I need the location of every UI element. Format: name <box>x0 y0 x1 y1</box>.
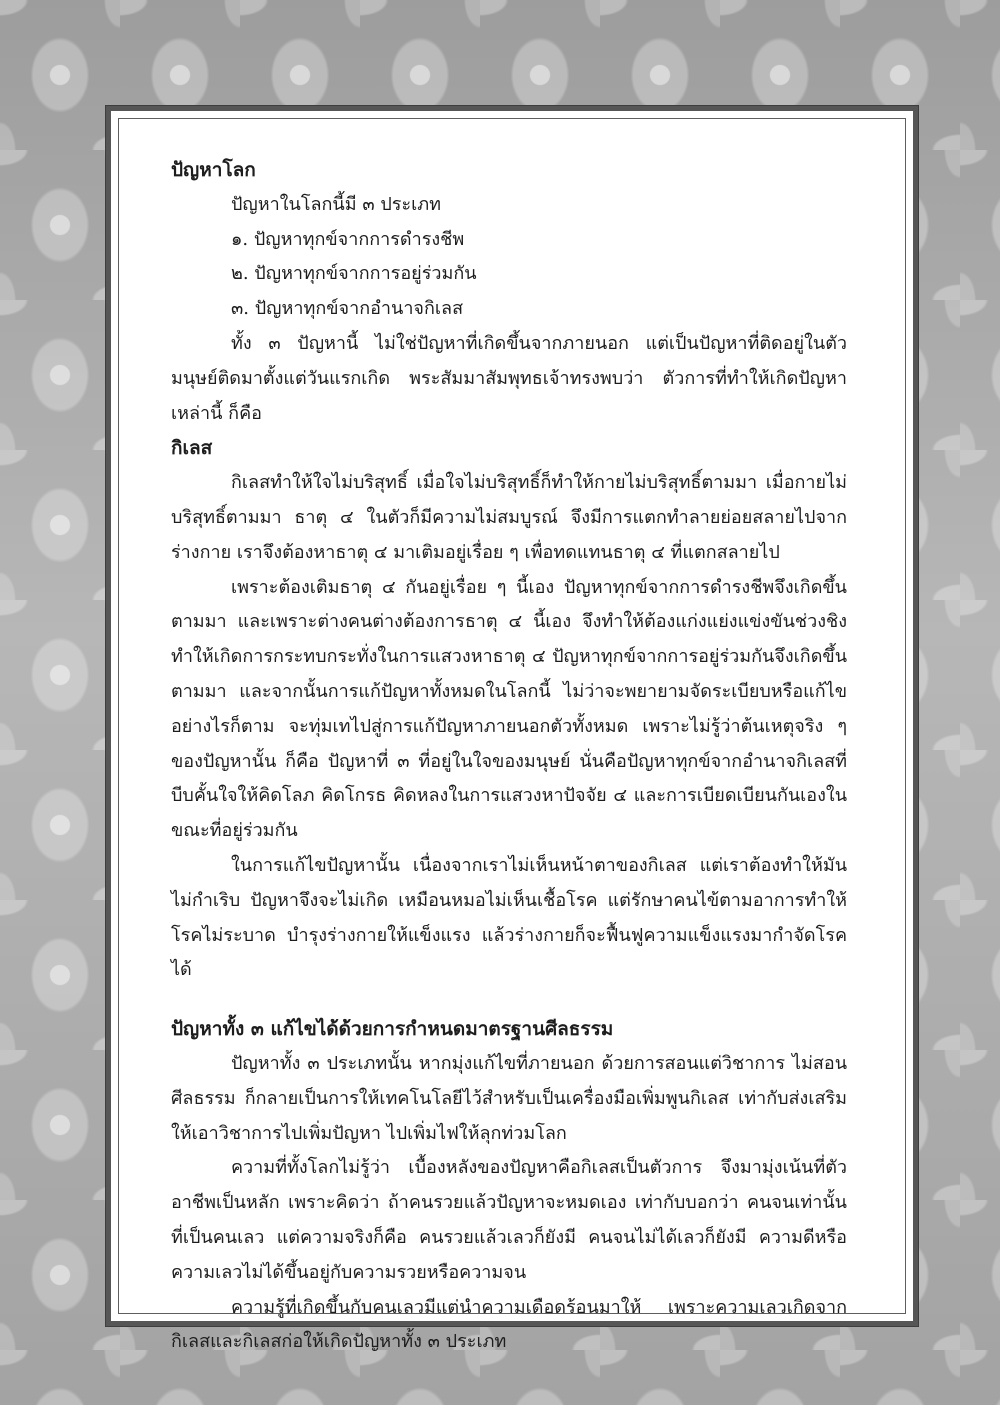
paragraph-5: ปัญหาทั้ง ๓ ประเภทนั้น หากมุ่งแก้ไขที่ภายนอก ด้วยการสอนแต่วิชาการ ไม่สอนศีลธรรม ก็กลายเป็นการให้เทคโนโลยีไว้สำหรับเป็นเครื่องมือเพิ่มพูนกิเลส เท่ากับส่งเสริมให้เอาวิชาการไปเพิ่มปัญหา ไปเพิ่มไฟให้ลุกท่วมโลก <box>171 1052 847 1144</box>
paragraph-3: เพราะต้องเติมธาตุ ๔ กันอยู่เรื่อย ๆ นี้เอง ปัญหาทุกข์จากการดำรงชีพจึงเกิดขึ้นตามมา และเพราะต่างคนต่างต้องการธาตุ ๔ นี้เอง จึงทำให้ต้องแก่งแย่งแข่งขันช่วงชิงทำให้เกิดการกระทบกระทั่งในการแสวงหาธาตุ ๔ ปัญหาทุกข์จากการอยู่ร่วมกันจึงเกิดขึ้นตามมา และจากนั้นการแก้ปัญหาทั้งหมดในโลกนี้ ไม่ว่าจะพยายามจัดระเบียบหรือแก้ไขอย่างไรก็ตาม จะทุ่มเทไปสู่การแก้ปัญหาภายนอกตัวทั้งหมด เพราะไม่รู้ว่าต้นเหตุจริง ๆ ของปัญหานั้น ก็คือ ปัญหาที่ ๓ ที่อยู่ในใจของมนุษย์ นั่นคือปัญหาทุกข์จากอำนาจกิเลสที่บีบคั้นใจให้คิดโลภ คิดโกรธ คิดหลงในการแสวงหาปัจจัย ๔ และการเบียดเบียนกันเองในขณะที่อยู่ร่วมกัน <box>171 576 847 842</box>
paragraph-4: ในการแก้ไขปัญหานั้น เนื่องจากเราไม่เห็นหน้าตาของกิเลส แต่เราต้องทำให้มันไม่กำเริบ ปัญหาจึงจะไม่เกิด เหมือนหมอไม่เห็นเชื้อโรค แต่รักษาคนไข้ตามอาการทำให้โรคไม่ระบาด บำรุงร่างกายให้แข็งแรง แล้วร่างกายก็จะฟื้นฟูความแข็งแรงมากำจัดโรคได้ <box>171 854 847 981</box>
page-frame <box>106 106 918 1353</box>
bold-word-kilesa: กิเลส <box>171 437 213 460</box>
section-heading-moral-standards: ปัญหาทั้ง ๓ แก้ไขได้ด้วยการกำหนดมาตรฐานศีลธรรม <box>171 1018 614 1041</box>
section-heading-world-problems: ปัญหาโลก <box>171 159 256 181</box>
paragraph-6: ความที่ทั้งโลกไม่รู้ว่า เบื้องหลังของปัญหาคือกิเลสเป็นตัวการ จึงมามุ่งเน้นที่ตัวอาชีพเป็นหลัก เพราะคิดว่า ถ้าคนรวยแล้วปัญหาจะหมดเอง เท่ากับบอกว่า คนจนเท่านั้นที่เป็นคนเลว แต่ความจริงก็คือ คนรวยแล้วเลวก็ยังมี คนจนไม่ได้เลวก็ยังมี ความดีหรือความเลวไม่ได้ขึ้นอยู่กับความรวยหรือความจน <box>171 1157 847 1283</box>
intro-line: ปัญหาในโลกนี้มี ๓ ประเภท <box>231 193 441 215</box>
list-item-1: ๑. ปัญหาทุกข์จากการดำรงชีพ <box>231 228 465 250</box>
list-item-3: ๓. ปัญหาทุกข์จากอำนาจกิเลส <box>231 298 464 320</box>
document-body <box>171 153 847 1360</box>
paragraph-7: ความรู้ที่เกิดขึ้นกับคนเลวมีแต่นำความเดือดร้อนมาให้ เพราะความเลวเกิดจากกิเลสและกิเลสก่อให้เกิดปัญหาทั้ง ๓ ประเภท <box>171 1296 847 1353</box>
paragraph-1: ทั้ง ๓ ปัญหานี้ ไม่ใช่ปัญหาที่เกิดขึ้นจากภายนอก แต่เป็นปัญหาที่ติดอยู่ในตัวมนุษย์ติดมาตั้งแต่วันแรกเกิด พระสัมมาสัมพุทธเจ้าทรงพบว่า ตัวการที่ทำให้เกิดปัญหาเหล่านี้ ก็คือ <box>171 332 847 424</box>
list-item-2: ๒. ปัญหาทุกข์จากการอยู่ร่วมกัน <box>231 263 477 285</box>
paragraph-2: กิเลสทำให้ใจไม่บริสุทธิ์ เมื่อใจไม่บริสุทธิ์ก็ทำให้กายไม่บริสุทธิ์ตามมา เมื่อกายไม่บริสุทธิ์ตามมา ธาตุ ๔ ในตัวก็มีความไม่สมบูรณ์ จึงมีการแตกทำลายย่อยสลายไปจากร่างกาย เราจึงต้องหาธาตุ ๔ มาเติมอยู่เรื่อย ๆ เพื่อทดแทนธาตุ ๔ ที่แตกสลายไป <box>171 472 847 563</box>
